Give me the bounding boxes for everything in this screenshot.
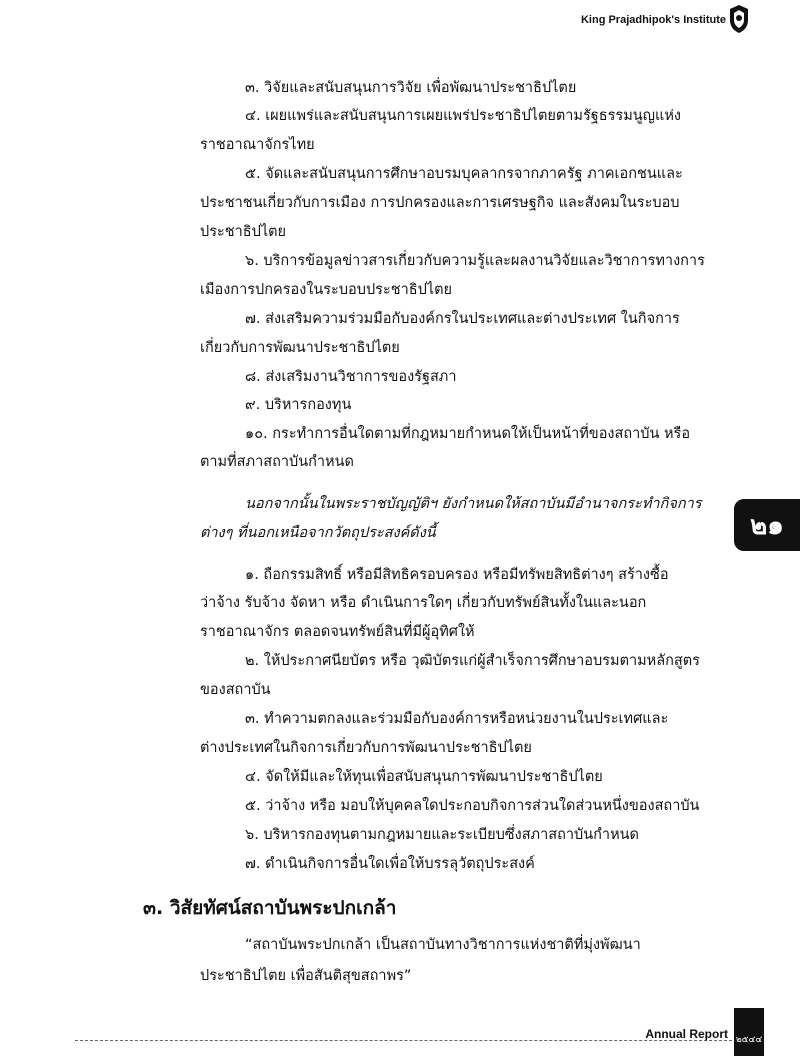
- paragraph-line: ๕. ว่าจ้าง หรือ มอบให้บุคคลใดประกอบกิจการส่วนใดส่วนหนึ่งของสถาบัน: [245, 798, 700, 814]
- footer-annual-report: Annual Report: [645, 1027, 728, 1041]
- header-institute-name: King Prajadhipok's Institute: [580, 14, 726, 26]
- vision-quote-line: ประชาธิปไตย เพื่อสันติสุขสถาพร”: [200, 968, 412, 984]
- footer-divider: [75, 1040, 732, 1041]
- paragraph-line: ตามที่สภาสถาบันกำหนด: [200, 454, 354, 470]
- paragraph-line: ว่าจ้าง รับจ้าง จัดหา หรือ ดำเนินการใดๆ เกี่ยวกับทรัพย์สินทั้งในและนอก: [200, 595, 647, 611]
- paragraph-line: ประชาธิปไตย: [200, 224, 287, 240]
- vision-quote-line: “สถาบันพระปกเกล้า เป็นสถาบันทางวิชาการแห่งชาติที่มุ่งพัฒนา: [245, 937, 641, 953]
- paragraph-line: ๙. บริหารกองทุน: [245, 397, 352, 413]
- institute-logo: [728, 4, 750, 34]
- paragraph-line: เกี่ยวกับการพัฒนาประชาธิปไตย: [200, 340, 400, 356]
- paragraph-line: ราชอาณาจักรไทย: [200, 137, 315, 153]
- section-heading: ๓. วิสัยทัศน์สถาบันพระปกเกล้า: [143, 897, 397, 919]
- paragraph-line: ราชอาณาจักร ตลอดจนทรัพย์สินที่มีผู้อุทิศให้: [200, 624, 475, 640]
- paragraph-line: ๕. จัดและสนับสนุนการศึกษาอบรมบุคลากรจากภาครัฐ ภาคเอกชนและ: [245, 166, 683, 182]
- page-number-tab: ๒๑: [734, 499, 800, 551]
- paragraph-line: ๖. บริหารกองทุนตามกฎหมายและระเบียบซึ่งสภาสถาบันกำหนด: [245, 827, 639, 843]
- paragraph-line: ๔. จัดให้มีและให้ทุนเพื่อสนับสนุนการพัฒนาประชาธิปไตย: [245, 769, 603, 785]
- paragraph-line: ประชาชนเกี่ยวกับการเมือง การปกครองและการเศรษฐกิจ และสังคมในระบอบ: [200, 195, 680, 211]
- paragraph-line: ๓. ทำความตกลงและร่วมมือกับองค์การหรือหน่วยงานในประเทศและ: [245, 711, 669, 727]
- paragraph-line: ๓. วิจัยและสนับสนุนการวิจัย เพื่อพัฒนาประชาธิปไตย: [245, 80, 577, 96]
- paragraph-line: ต่างๆ ที่นอกเหนือจากวัตถุประสงค์ดังนี้: [200, 525, 436, 541]
- paragraph-line: เมืองการปกครองในระบอบประชาธิปไตย: [200, 282, 452, 298]
- paragraph-line: ๑. ถือกรรมสิทธิ์ หรือมีสิทธิครอบครอง หรือมีทรัพยสิทธิต่างๆ สร้างซื้อ: [245, 567, 669, 583]
- paragraph-line: ของสถาบัน: [200, 682, 271, 698]
- paragraph-line: นอกจากนั้นในพระราชบัญญัติฯ ยังกำหนดให้สถาบันมีอำนาจกระทำกิจการ: [245, 496, 702, 512]
- paragraph-line: ๗. ดำเนินกิจการอื่นใดเพื่อให้บรรลุวัตถุประสงค์: [245, 856, 535, 872]
- footer-year-block: ๒๕๔๔: [734, 1008, 764, 1056]
- paragraph-line: ๔. เผยแพร่และสนับสนุนการเผยแพร่ประชาธิปไตยตามรัฐธรรมนูญแห่ง: [245, 108, 682, 124]
- paragraph-line: ๖. บริการข้อมูลข่าวสารเกี่ยวกับความรู้และผลงานวิจัยและวิชาการทางการ: [245, 253, 705, 269]
- paragraph-line: ๘. ส่งเสริมงานวิชาการของรัฐสภา: [245, 369, 457, 385]
- paragraph-line: ๑๐. กระทำการอื่นใดตามที่กฎหมายกำหนดให้เป็นหน้าที่ของสถาบัน หรือ: [245, 426, 691, 442]
- paragraph-line: ๗. ส่งเสริมความร่วมมือกับองค์กรในประเทศและต่างประเทศ ในกิจการ: [245, 311, 680, 327]
- paragraph-line: ต่างประเทศในกิจการเกี่ยวกับการพัฒนาประชาธิปไตย: [200, 740, 532, 756]
- paragraph-line: ๒. ให้ประกาศนียบัตร หรือ วุฒิบัตรแก่ผู้สำเร็จการศึกษาอบรมตามหลักสูตร: [245, 653, 700, 669]
